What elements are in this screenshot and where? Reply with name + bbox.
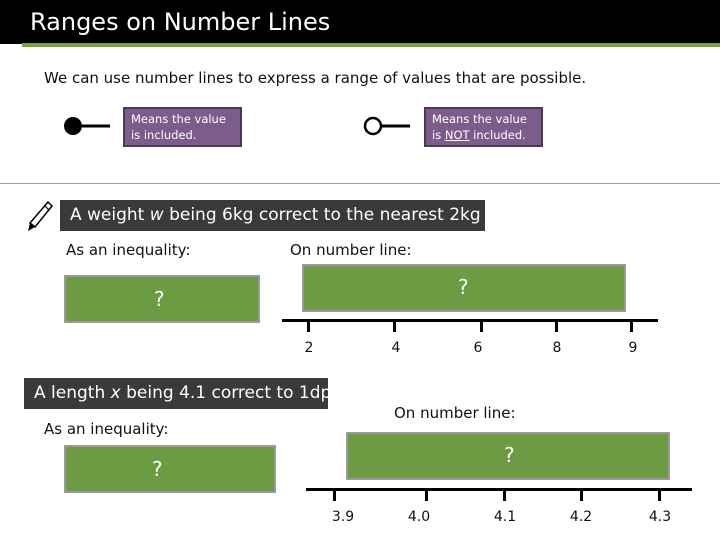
open-circle-endpoint-icon	[360, 113, 412, 139]
legend-excluded-suffix: included.	[469, 128, 526, 142]
example1-tick	[393, 320, 396, 332]
example1-tick-label: 4	[391, 340, 401, 356]
intro-text: We can use number lines to express a range of values that are possible.	[44, 69, 587, 87]
example1-banner-variable: w	[149, 205, 164, 225]
title-accent-line	[22, 43, 720, 47]
legend-excluded-prefix: is	[432, 128, 445, 142]
example2-tick	[503, 489, 506, 501]
example1-banner	[60, 200, 485, 231]
example2-numberline-placeholder: ?	[504, 443, 515, 467]
example2-numberline-answer-box[interactable]	[346, 432, 670, 480]
section-divider	[0, 183, 720, 184]
example2-tick	[580, 489, 583, 501]
legend-included-box	[123, 107, 242, 147]
example1-inequality-label: As an inequality:	[66, 241, 191, 259]
legend-excluded-line1: Means the value	[432, 112, 527, 126]
example2-inequality-placeholder: ?	[152, 457, 163, 481]
example2-tick	[658, 489, 661, 501]
example1-tick	[480, 320, 483, 332]
example1-numberline-placeholder: ?	[458, 275, 469, 299]
example1-tick-label: 2	[304, 340, 314, 356]
example1-inequality-placeholder: ?	[154, 287, 165, 311]
legend-excluded-box	[424, 107, 543, 147]
example1-tick-label: 8	[552, 340, 562, 356]
example1-banner-suffix: being 6kg correct to the nearest 2kg	[163, 205, 481, 225]
example1-tick	[630, 320, 633, 332]
example2-number-line	[306, 488, 692, 491]
example2-inequality-answer-box[interactable]	[64, 445, 276, 493]
filled-circle-endpoint-icon	[60, 113, 112, 139]
example1-numberline-label: On number line:	[290, 241, 412, 259]
legend-included-line2: is included.	[131, 128, 197, 142]
example2-tick-label: 4.2	[569, 509, 593, 525]
slide-title: Ranges on Number Lines	[30, 8, 331, 36]
example1-tick	[555, 320, 558, 332]
example1-tick	[307, 320, 310, 332]
example2-tick-label: 4.0	[407, 509, 431, 525]
example2-banner-variable: x	[110, 383, 121, 403]
pencil-icon	[26, 200, 54, 234]
example1-tick-label: 9	[628, 340, 638, 356]
example2-banner-prefix: A length	[34, 383, 111, 403]
example2-banner-suffix: being 4.1 correct to 1dp	[120, 383, 332, 403]
example1-banner-prefix: A weight	[70, 205, 150, 225]
example2-tick-label: 3.9	[331, 509, 355, 525]
example2-tick-label: 4.1	[493, 509, 517, 525]
example1-numberline-answer-box[interactable]	[302, 264, 626, 312]
example2-tick	[425, 489, 428, 501]
example1-inequality-answer-box[interactable]	[64, 275, 260, 323]
example1-tick-label: 6	[473, 340, 483, 356]
example1-number-line	[282, 319, 658, 322]
example2-tick-label: 4.3	[648, 509, 672, 525]
legend-excluded-line2	[432, 127, 535, 143]
example2-inequality-label: As an inequality:	[44, 420, 169, 438]
legend-included-line1: Means the value	[131, 112, 226, 126]
example2-tick	[333, 489, 336, 501]
legend-excluded-emph: NOT	[444, 128, 470, 142]
example2-numberline-label: On number line:	[394, 404, 516, 422]
example2-banner	[24, 378, 332, 409]
